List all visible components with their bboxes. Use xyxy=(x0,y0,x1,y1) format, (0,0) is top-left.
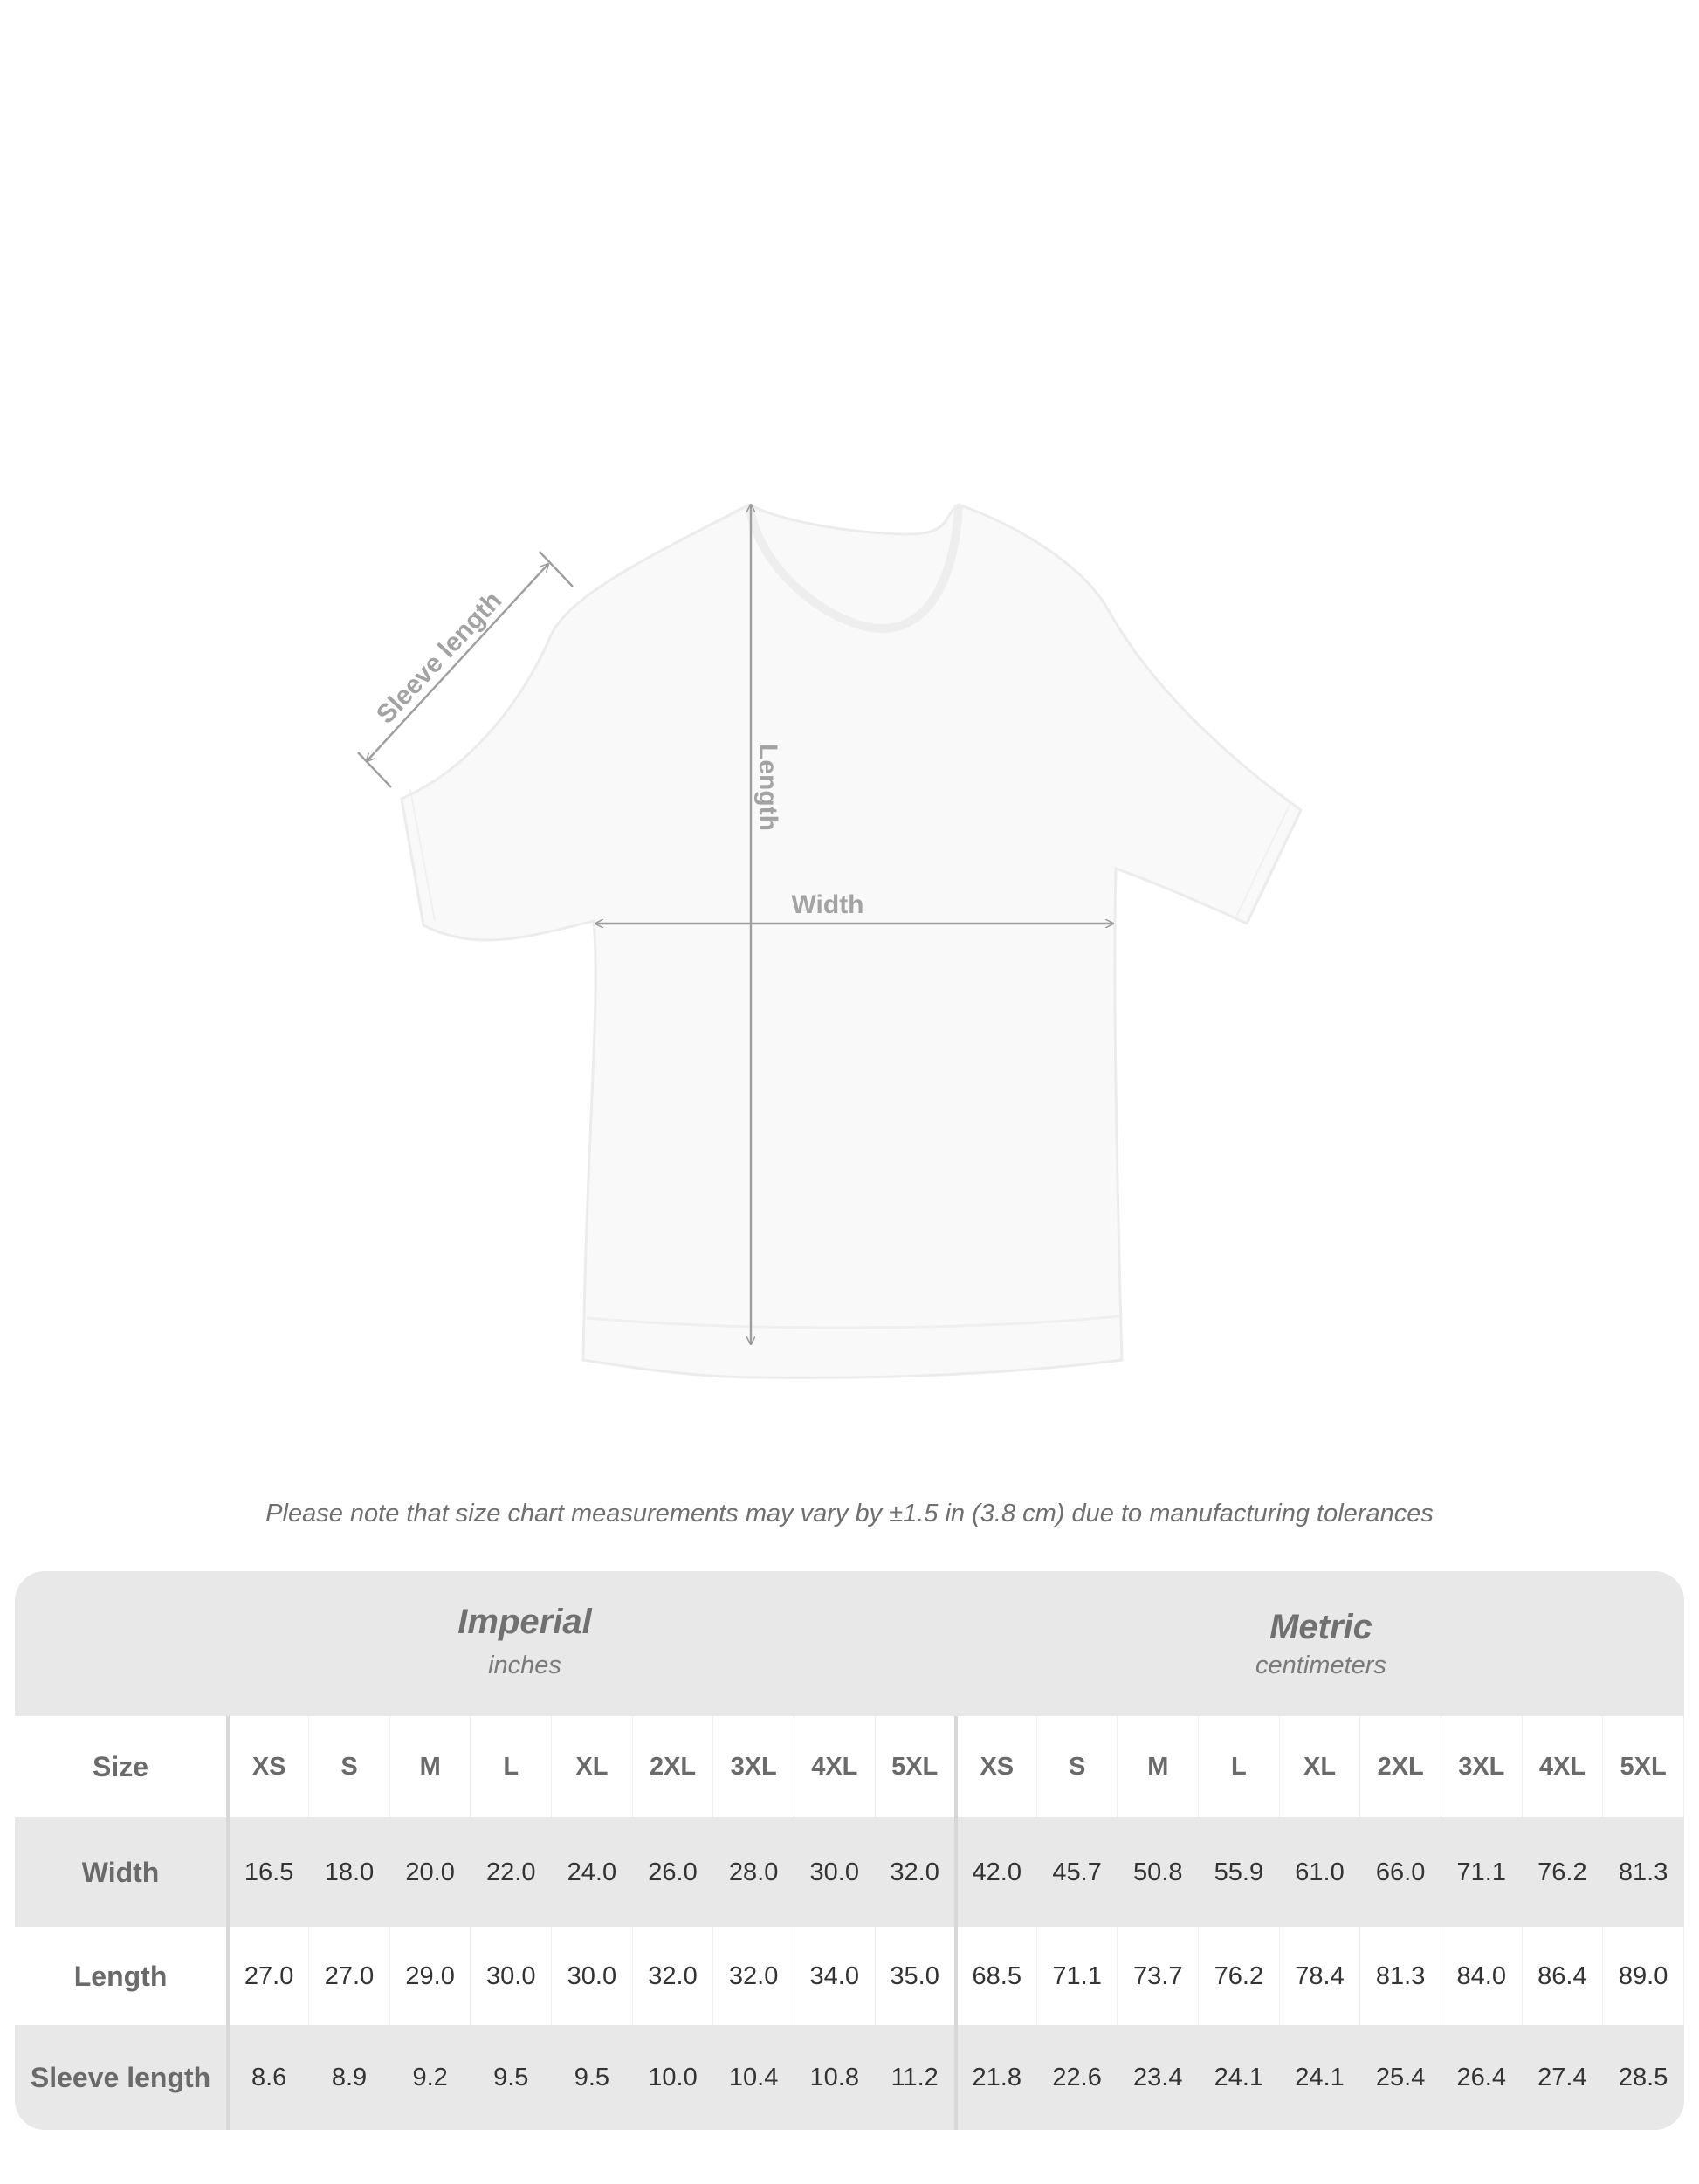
tshirt-illustration xyxy=(402,505,1301,1377)
imperial-width-s: 18.0 xyxy=(309,1817,390,1927)
metric-length-xs: 68.5 xyxy=(956,1927,1037,2025)
metric-length-3xl: 84.0 xyxy=(1441,1927,1522,2025)
metric-size-5xl: 5XL xyxy=(1603,1716,1684,1817)
metric-size-4xl: 4XL xyxy=(1522,1716,1603,1817)
metric-width-2xl: 66.0 xyxy=(1360,1817,1441,1927)
size-chart xyxy=(15,1571,1684,2130)
metric-width-s: 45.7 xyxy=(1036,1817,1118,1927)
sleeve-length-label: Sleeve length xyxy=(371,586,508,730)
metric-sleeve-length-5xl: 28.5 xyxy=(1603,2025,1684,2130)
size-chart-header xyxy=(15,1571,1684,1716)
imperial-sleeve-length-l: 9.5 xyxy=(471,2025,552,2130)
metric-sleeve-length-4xl: 27.4 xyxy=(1522,2025,1603,2130)
imperial-sleeve-length-xs: 8.6 xyxy=(228,2025,309,2130)
metric-width-5xl: 81.3 xyxy=(1603,1817,1684,1927)
row-label-sleeve-length: Sleeve length xyxy=(15,2025,228,2130)
metric-length-4xl: 86.4 xyxy=(1522,1927,1603,2025)
metric-sleeve-length-3xl: 26.4 xyxy=(1441,2025,1522,2130)
metric-size-3xl: 3XL xyxy=(1441,1716,1522,1817)
imperial-width-xs: 16.5 xyxy=(228,1817,309,1927)
imperial-sleeve-length-xl: 9.5 xyxy=(552,2025,633,2130)
metric-width-xl: 61.0 xyxy=(1279,1817,1360,1927)
imperial-width-xl: 24.0 xyxy=(552,1817,633,1927)
imperial-length-2xl: 32.0 xyxy=(632,1927,713,2025)
imperial-size-l: L xyxy=(471,1716,552,1817)
width-label: Width xyxy=(791,890,864,919)
row-label-width: Width xyxy=(15,1817,228,1927)
imperial-length-4xl: 34.0 xyxy=(794,1927,875,2025)
metric-width-xs: 42.0 xyxy=(956,1817,1037,1927)
metric-title: Metric xyxy=(1269,1608,1372,1646)
imperial-length-s: 27.0 xyxy=(309,1927,390,2025)
imperial-sleeve-length-2xl: 10.0 xyxy=(632,2025,713,2130)
imperial-size-s: S xyxy=(309,1716,390,1817)
imperial-size-4xl: 4XL xyxy=(794,1716,875,1817)
metric-width-4xl: 76.2 xyxy=(1522,1817,1603,1927)
metric-sleeve-length-xs: 21.8 xyxy=(956,2025,1037,2130)
size-row-label: Size xyxy=(15,1716,228,1817)
metric-sleeve-length-s: 22.6 xyxy=(1036,2025,1118,2130)
metric-size-l: L xyxy=(1199,1716,1280,1817)
size-row-width xyxy=(15,1817,1684,1927)
metric-sleeve-length-m: 23.4 xyxy=(1118,2025,1199,2130)
metric-width-l: 55.9 xyxy=(1199,1817,1280,1927)
imperial-width-5xl: 32.0 xyxy=(875,1817,956,1927)
imperial-size-5xl: 5XL xyxy=(875,1716,956,1817)
imperial-sleeve-length-5xl: 11.2 xyxy=(875,2025,956,2130)
metric-width-m: 50.8 xyxy=(1118,1817,1199,1927)
metric-sleeve-length-2xl: 25.4 xyxy=(1360,2025,1441,2130)
metric-length-2xl: 81.3 xyxy=(1360,1927,1441,2025)
length-label: Length xyxy=(753,744,782,831)
imperial-length-m: 29.0 xyxy=(389,1927,471,2025)
imperial-length-l: 30.0 xyxy=(471,1927,552,2025)
row-label-length: Length xyxy=(15,1927,228,2025)
size-table xyxy=(15,1716,1684,2130)
imperial-width-m: 20.0 xyxy=(389,1817,471,1927)
metric-sleeve-length-l: 24.1 xyxy=(1199,2025,1280,2130)
metric-width-3xl: 71.1 xyxy=(1441,1817,1522,1927)
imperial-size-xl: XL xyxy=(552,1716,633,1817)
size-row-length xyxy=(15,1927,1684,2025)
imperial-length-3xl: 32.0 xyxy=(713,1927,794,2025)
imperial-width-l: 22.0 xyxy=(471,1817,552,1927)
size-header-row xyxy=(15,1716,1684,1817)
imperial-width-3xl: 28.0 xyxy=(713,1817,794,1927)
imperial-sleeve-length-s: 8.9 xyxy=(309,2025,390,2130)
size-row-sleeve-length xyxy=(15,2025,1684,2130)
metric-size-s: S xyxy=(1036,1716,1118,1817)
metric-size-xl: XL xyxy=(1279,1716,1360,1817)
metric-length-l: 76.2 xyxy=(1199,1927,1280,2025)
imperial-sleeve-length-4xl: 10.8 xyxy=(794,2025,875,2130)
imperial-size-xs: XS xyxy=(228,1716,309,1817)
metric-length-s: 71.1 xyxy=(1036,1927,1118,2025)
metric-unit: centimeters xyxy=(1255,1652,1386,1679)
imperial-width-4xl: 30.0 xyxy=(794,1817,875,1927)
imperial-size-m: M xyxy=(389,1716,471,1817)
imperial-length-xl: 30.0 xyxy=(552,1927,633,2025)
imperial-width-2xl: 26.0 xyxy=(632,1817,713,1927)
imperial-size-2xl: 2XL xyxy=(632,1716,713,1817)
metric-size-xs: XS xyxy=(956,1716,1037,1817)
metric-length-5xl: 89.0 xyxy=(1603,1927,1684,2025)
imperial-length-5xl: 35.0 xyxy=(875,1927,956,2025)
metric-size-2xl: 2XL xyxy=(1360,1716,1441,1817)
imperial-sleeve-length-3xl: 10.4 xyxy=(713,2025,794,2130)
metric-length-m: 73.7 xyxy=(1118,1927,1199,2025)
imperial-sleeve-length-m: 9.2 xyxy=(389,2025,471,2130)
tolerance-note: Please note that size chart measurements may vary by ±1.5 in (3.8 cm) due to manufacturing tolerances xyxy=(265,1500,1434,1528)
metric-length-xl: 78.4 xyxy=(1279,1927,1360,2025)
imperial-length-xs: 27.0 xyxy=(228,1927,309,2025)
imperial-unit: inches xyxy=(488,1652,561,1679)
metric-size-m: M xyxy=(1118,1716,1199,1817)
imperial-size-3xl: 3XL xyxy=(713,1716,794,1817)
imperial-title: Imperial xyxy=(457,1603,592,1641)
metric-sleeve-length-xl: 24.1 xyxy=(1279,2025,1360,2130)
